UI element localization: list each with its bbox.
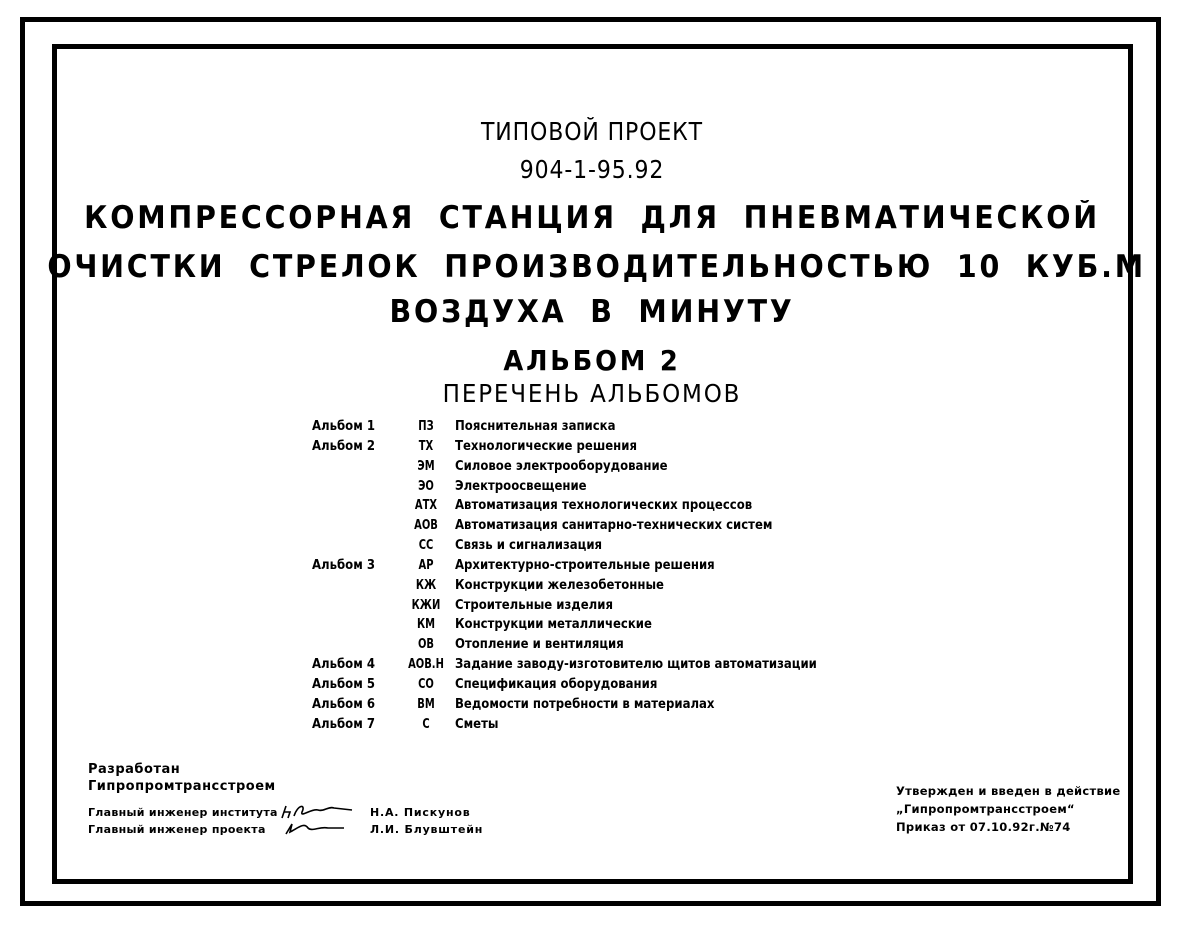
approval-block xyxy=(896,784,1121,838)
album-title: Автоматизация санитарно-технических систем xyxy=(455,518,773,534)
title-line-3: ВОЗДУХА В МИНУТУ xyxy=(389,294,795,330)
album-code: АОВ xyxy=(414,518,438,534)
title-line-1: КОМПРЕССОРНАЯ СТАНЦИЯ ДЛЯ ПНЕВМАТИЧЕСКОЙ xyxy=(84,200,1100,236)
album-code: АР xyxy=(418,557,434,573)
album-code: ЭО xyxy=(418,478,434,494)
album-title: Задание заводу-изготовителю щитов автоматизации xyxy=(455,657,817,673)
album-code: СО xyxy=(418,676,434,692)
album-code: ЭМ xyxy=(417,458,435,474)
album-code: КЖ xyxy=(415,577,437,593)
signatory-name: Н.А. Пискунов xyxy=(370,806,471,819)
album-title: Автоматизация технологических процессов xyxy=(455,498,753,514)
album-title: Строительные изделия xyxy=(455,597,613,613)
album-title: Спецификация оборудования xyxy=(455,676,658,692)
approval-line-2: „Гипропромтрансстроем“ xyxy=(896,802,1075,816)
album-number: Альбом 7 xyxy=(312,716,375,732)
album-heading: АЛЬБОМ 2 xyxy=(503,344,681,377)
album-code: КМ xyxy=(416,617,436,633)
approval-line-1: Утвержден и введен в действие xyxy=(896,784,1121,798)
album-code: ВМ xyxy=(417,696,435,712)
album-title: Сметы xyxy=(455,716,499,732)
project-type: ТИПОВОЙ ПРОЕКТ xyxy=(480,117,704,146)
album-code: С xyxy=(422,716,430,732)
album-code: АТХ xyxy=(414,498,438,514)
album-code: АОВ.Н xyxy=(408,657,444,673)
album-title: Силовое электрооборудование xyxy=(455,458,668,474)
album-title: Электроосвещение xyxy=(455,478,587,494)
album-number: Альбом 3 xyxy=(312,557,375,573)
album-title: Ведомости потребности в материалах xyxy=(455,696,715,712)
album-code: ПЗ xyxy=(418,419,434,434)
signatory-position: Главный инженер проекта xyxy=(88,823,266,836)
album-title: Конструкции железобетонные xyxy=(455,577,664,593)
album-title: Связь и сигнализация xyxy=(455,538,603,554)
title-line-2: ОЧИСТКИ СТРЕЛОК ПРОИЗВОДИТЕЛЬНОСТЬЮ 10 КУБ.М xyxy=(47,249,1146,285)
developer-org: Гипропромтрансстроем xyxy=(88,779,276,794)
album-list-title: ПЕРЕЧЕНЬ АЛЬБОМОВ xyxy=(442,379,742,408)
project-number: 904-1-95.92 xyxy=(519,155,665,184)
signatory-name: Л.И. Блувштейн xyxy=(370,823,484,836)
album-title: Пояснительная записка xyxy=(455,419,616,434)
signatory-position: Главный инженер института xyxy=(88,806,278,819)
approval-order: Приказ от 07.10.92г.№74 xyxy=(896,820,1071,834)
album-number: Альбом 1 xyxy=(312,419,375,434)
album-title: Технологические решения xyxy=(455,438,637,454)
album-code: ОВ xyxy=(417,637,435,653)
album-number: Альбом 5 xyxy=(312,676,375,692)
developer-label: Разработан xyxy=(88,762,181,777)
album-code: КЖИ xyxy=(411,597,441,613)
album-code: ТХ xyxy=(418,438,434,454)
handwritten-signature-icon xyxy=(272,798,362,838)
album-title: Конструкции металлические xyxy=(455,617,652,633)
album-number: Альбом 2 xyxy=(312,438,375,454)
album-number: Альбом 6 xyxy=(312,696,375,712)
album-code: СС xyxy=(418,538,434,554)
developer-block xyxy=(88,762,276,796)
album-number: Альбом 4 xyxy=(312,657,375,673)
album-title: Отопление и вентиляция xyxy=(455,637,624,653)
album-title: Архитектурно-строительные решения xyxy=(455,557,715,573)
